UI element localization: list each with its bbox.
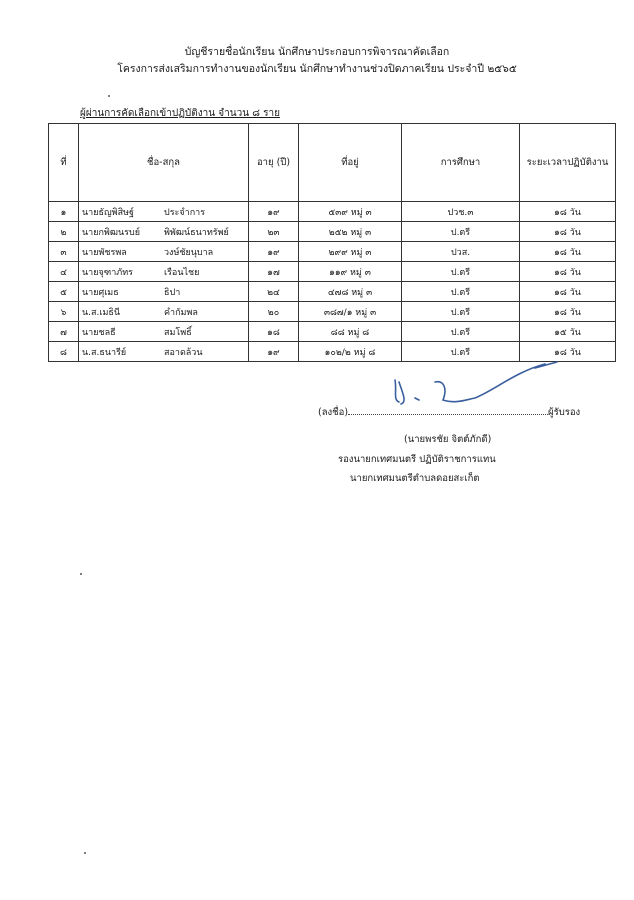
last-name: พิพัฒน์ธนาทรัพย์	[164, 227, 229, 238]
first-name: นายจุฑาภัทร	[82, 267, 133, 278]
last-name: สอาดล้วน	[164, 347, 203, 358]
first-name: นายพัชรพล	[82, 247, 127, 258]
scan-speck	[108, 95, 110, 97]
cell-no: ๖	[49, 302, 79, 322]
signatory-position-1: รองนายกเทศมนตรี ปฏิบัติราชการแทน	[338, 454, 496, 465]
last-name: เรือนไชย	[164, 267, 200, 278]
cell-address: ๑๐๒/๒ หมู่ ๘	[299, 342, 402, 362]
table-row	[49, 202, 616, 222]
table-row	[49, 322, 616, 342]
cell-no: ๗	[49, 322, 79, 342]
cell-education: ป.ตรี	[402, 322, 520, 342]
header-address: ที่อยู่	[299, 124, 402, 202]
candidate-table	[48, 123, 616, 362]
last-name: คำกัมพล	[164, 307, 198, 318]
table-row	[49, 302, 616, 322]
cell-name	[79, 222, 249, 242]
table-row	[49, 282, 616, 302]
sign-dotted-line	[348, 405, 548, 415]
cell-education: ป.ตรี	[402, 222, 520, 242]
scan-speck	[84, 852, 86, 854]
title-line-1: บัญชีรายชื่อนักเรียน นักศึกษาประกอบการพิจารณาคัดเลือก	[184, 46, 450, 58]
header-duration: ระยะเวลาปฏิบัติงาน	[520, 124, 616, 202]
cell-address: ๓๘๗/๑ หมู่ ๓	[299, 302, 402, 322]
title-line-2: โครงการส่งเสริมการทำงานของนักเรียน นักศึกษาทำงานช่วงปิดภาคเรียน ประจำปี ๒๕๖๕	[117, 63, 517, 75]
cell-address: ๒๕๒ หมู่ ๓	[299, 222, 402, 242]
cell-address: ๔๗๘ หมู่ ๓	[299, 282, 402, 302]
header-education: การศึกษา	[402, 124, 520, 202]
cell-name	[79, 342, 249, 362]
first-name: นายชลธี	[82, 327, 116, 338]
cell-age: ๒๐	[249, 302, 299, 322]
cell-no: ๒	[49, 222, 79, 242]
cell-duration: ๑๘ วัน	[520, 202, 616, 222]
signature-stroke	[395, 362, 557, 404]
cell-duration: ๑๘ วัน	[520, 342, 616, 362]
cell-name	[79, 242, 249, 262]
cell-no: ๕	[49, 282, 79, 302]
sign-prefix: (ลงชื่อ)	[318, 407, 349, 418]
table-row	[49, 222, 616, 242]
first-name: น.ส.ธนารีย์	[82, 347, 127, 358]
last-name: ประจำการ	[164, 207, 206, 218]
cell-age: ๑๙	[249, 202, 299, 222]
header-age: อายุ (ปี)	[249, 124, 299, 202]
cell-no: ๓	[49, 242, 79, 262]
signatory-name: (นายพรชัย จิตต์ภักดี)	[404, 434, 492, 445]
cell-education: ปวช.๓	[402, 202, 520, 222]
cell-age: ๒๓	[249, 222, 299, 242]
cell-name	[79, 302, 249, 322]
selected-count-heading: ผู้ผ่านการคัดเลือกเข้าปฏิบัติงาน จำนวน ๘ ราย	[80, 108, 280, 119]
first-name: น.ส.เมธินี	[82, 307, 121, 318]
sign-suffix: ผู้รับรอง	[548, 407, 581, 418]
cell-education: ป.ตรี	[402, 282, 520, 302]
cell-age: ๒๔	[249, 282, 299, 302]
header-no: ที่	[49, 124, 79, 202]
cell-no: ๔	[49, 262, 79, 282]
cell-duration: ๑๘ วัน	[520, 242, 616, 262]
sign-line	[318, 405, 580, 420]
cell-duration: ๑๕ วัน	[520, 322, 616, 342]
cell-duration: ๑๘ วัน	[520, 222, 616, 242]
cell-no: ๘	[49, 342, 79, 362]
cell-education: ป.ตรี	[402, 342, 520, 362]
table-row	[49, 262, 616, 282]
cell-age: ๑๙	[249, 242, 299, 262]
last-name: สมโพธิ์	[164, 327, 192, 338]
last-name: ธิปา	[164, 287, 181, 298]
cell-name	[79, 282, 249, 302]
cell-name	[79, 262, 249, 282]
cell-duration: ๑๘ วัน	[520, 302, 616, 322]
cell-age: ๑๗	[249, 262, 299, 282]
signatory-position-2: นายกเทศมนตรีตำบลดอยสะเก็ต	[350, 473, 480, 484]
table-header-row	[49, 124, 616, 202]
cell-no: ๑	[49, 202, 79, 222]
table-row	[49, 242, 616, 262]
cell-address: ๕๓๙ หมู่ ๓	[299, 202, 402, 222]
first-name: นายศุเมธ	[82, 287, 119, 298]
header-name: ชื่อ-สกุล	[79, 124, 249, 202]
cell-duration: ๑๘ วัน	[520, 282, 616, 302]
cell-name	[79, 202, 249, 222]
scan-speck	[80, 573, 82, 575]
cell-education: ปวส.	[402, 242, 520, 262]
cell-address: ๘๘ หมู่ ๘	[299, 322, 402, 342]
cell-name	[79, 322, 249, 342]
first-name: นายกพิฒนรบย์	[82, 227, 140, 238]
cell-education: ป.ตรี	[402, 262, 520, 282]
last-name: วงษ์ชัยนุบาล	[164, 247, 214, 258]
cell-age: ๑๘	[249, 322, 299, 342]
first-name: นายธัญพิสิษฐ์	[82, 207, 134, 218]
cell-age: ๑๙	[249, 342, 299, 362]
cell-address: ๒๙๙ หมู่ ๓	[299, 242, 402, 262]
cell-address: ๑๑๙ หมู่ ๓	[299, 262, 402, 282]
table-row	[49, 342, 616, 362]
cell-duration: ๑๘ วัน	[520, 262, 616, 282]
cell-education: ป.ตรี	[402, 302, 520, 322]
document-title	[0, 44, 634, 78]
